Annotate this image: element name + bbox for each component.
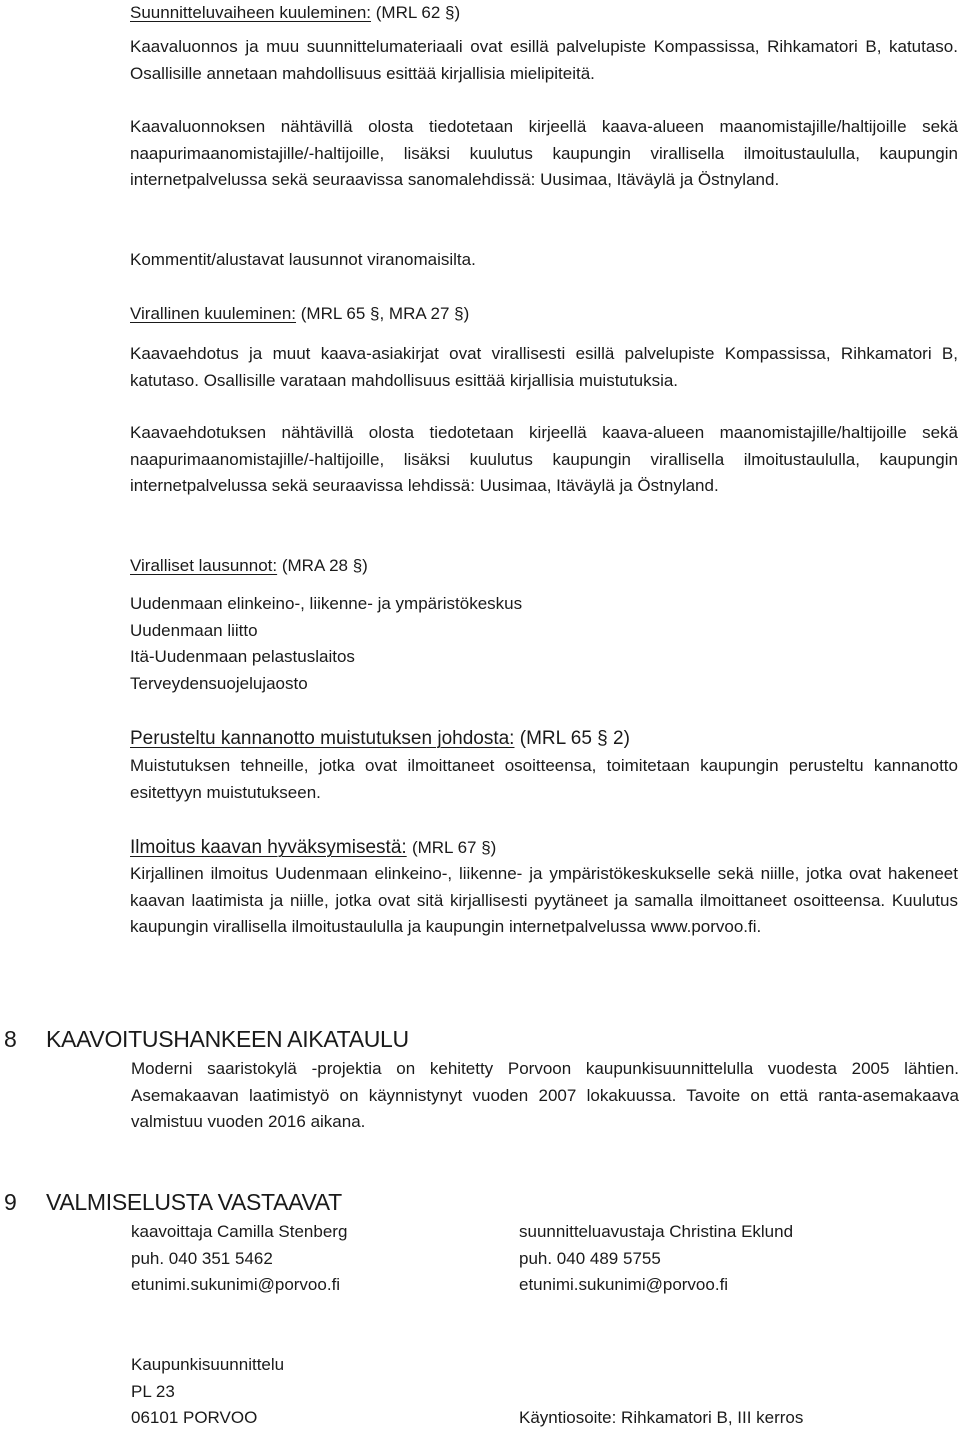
reasoned-position-para: Muistutuksen tehneille, jotka ovat ilmoittaneet osoitteensa, toimitetaan kaupungin perusteltu kannanotto esitettyyn muistutukseen. bbox=[130, 756, 958, 802]
official-statements-section bbox=[130, 553, 958, 580]
planning-stage-para3: Kommentit/alustavat lausunnot viranomaisilta. bbox=[130, 250, 476, 269]
approval-notice-heading: Ilmoitus kaavan hyväksymisestä: bbox=[130, 837, 407, 858]
address-postal: 06101 PORVOO bbox=[131, 1408, 258, 1427]
reasoned-position-heading-line bbox=[130, 725, 958, 753]
official-hearing-section bbox=[130, 301, 958, 328]
official-statements-ref: (MRA 28 §) bbox=[281, 556, 368, 575]
planning-stage-section bbox=[130, 0, 958, 27]
contact-1-phone: puh. 040 351 5462 bbox=[131, 1248, 273, 1268]
official-statements-list bbox=[130, 591, 958, 697]
planning-stage-ref: (MRL 62 §) bbox=[375, 3, 461, 22]
contact-1 bbox=[131, 1219, 347, 1299]
contact-1-email: etunimi.sukunimi@porvoo.fi bbox=[131, 1275, 341, 1294]
reasoned-position-heading: Perusteltu kannanotto muistutuksen johdosta: bbox=[130, 728, 515, 749]
address-org: Kaupunkisuunnittelu bbox=[131, 1355, 285, 1374]
section9-number: 9 bbox=[4, 1189, 17, 1215]
list-item: Uudenmaan elinkeino-, liikenne- ja ympäristökeskus bbox=[130, 594, 523, 613]
section8-para: Moderni saaristokylä -projektia on kehitetty Porvoon kaupunkisuunnittelulla vuodesta 2005 lähtien. Asemakaavan laatimistyö on käynnistynyt vuoden 2007 lokakuussa. Tavoite on että ranta-asemakaava valmistuu vuoden 2016 aikana. bbox=[131, 1059, 959, 1131]
approval-notice-heading-line bbox=[130, 834, 958, 862]
list-item: Terveydensuojelujaosto bbox=[130, 673, 308, 693]
official-hearing-para2: Kaavaehdotuksen nähtävillä olosta tiedotetaan kirjeellä kaava-alueen maanomistajille/haltijoille sekä naapurimaanomistajille/-haltijoille, lisäksi kuulutus kaupungin virallisella ilmoitustaululla, kaupungin internetpalvelussa sekä seuraavissa lehdissä: Uusimaa, Itäväylä ja Östnyland. bbox=[130, 423, 958, 495]
official-hearing-para1: Kaavaehdotus ja muut kaava-asiakirjat ovat virallisesti esillä palvelupiste Kompassissa, Rihkamatori B, katutaso. Osallisille varataan mahdollisuus esittää kirjallisia muistutuksia. bbox=[130, 344, 958, 390]
approval-notice-section bbox=[130, 834, 958, 862]
official-hearing-heading-line bbox=[130, 301, 958, 328]
reasoned-position-section bbox=[130, 725, 958, 753]
planning-stage-heading-line bbox=[130, 0, 958, 27]
official-hearing-ref: (MRL 65 §, MRA 27 §) bbox=[300, 304, 470, 323]
official-statements-heading: Viralliset lausunnot: bbox=[130, 556, 278, 575]
planning-stage-heading: Suunnitteluvaiheen kuuleminen: bbox=[130, 3, 372, 22]
reasoned-position-ref: (MRL 65 § 2) bbox=[519, 728, 630, 749]
list-item: Itä-Uudenmaan pelastuslaitos bbox=[130, 647, 355, 666]
visiting-address-text: Käyntiosoite: Rihkamatori B, III kerros bbox=[519, 1408, 804, 1427]
visiting-address bbox=[519, 1405, 803, 1432]
list-item: Uudenmaan liitto bbox=[130, 620, 258, 640]
address-po-box: PL 23 bbox=[131, 1381, 175, 1401]
contact-1-name: kaavoittaja Camilla Stenberg bbox=[131, 1222, 348, 1241]
official-hearing-heading: Virallinen kuuleminen: bbox=[130, 304, 297, 323]
contact-2 bbox=[519, 1219, 793, 1299]
planning-stage-para1: Kaavaluonnos ja muu suunnittelumateriaali ovat esillä palvelupiste Kompassissa, Rihkamatori B, katutaso. Osallisille annetaan mahdollisuus esittää kirjallisia mielipiteitä. bbox=[130, 37, 958, 83]
contact-2-name: suunnitteluavustaja Christina Eklund bbox=[519, 1222, 794, 1241]
approval-notice-para: Kirjallinen ilmoitus Uudenmaan elinkeino-, liikenne- ja ympäristökeskukselle sekä niille, jotka ovat hakeneet kaavan laatimista ja niille, jotka ovat sitä kirjallisesti pyytäneet ja samalla ilmoittaneet osoitteensa. Kuulutus kaupungin virallisella ilmoitustaululla ja kaupungin internetpalvelussa www.porvoo.fi. bbox=[130, 864, 958, 936]
address-block bbox=[131, 1352, 284, 1432]
section9-title: VALMISELUSTA VASTAAVAT bbox=[46, 1189, 342, 1215]
section8-number: 8 bbox=[4, 1026, 17, 1052]
approval-notice-ref: (MRL 67 §) bbox=[411, 838, 497, 857]
planning-stage-para2: Kaavaluonnoksen nähtävillä olosta tiedotetaan kirjeellä kaava-alueen maanomistajille/haltijoille sekä naapurimaanomistajille/-haltijoille, lisäksi kuulutus kaupungin virallisella ilmoitustaululla, kaupungin internetpalvelussa sekä seuraavissa sanomalehdissä: Uusimaa, Itäväylä ja Östnyland. bbox=[130, 117, 958, 189]
section8-title: KAAVOITUSHANKEEN AIKATAULU bbox=[46, 1026, 409, 1052]
official-statements-heading-line bbox=[130, 553, 958, 580]
contact-2-email: etunimi.sukunimi@porvoo.fi bbox=[519, 1275, 729, 1294]
contact-2-phone: puh. 040 489 5755 bbox=[519, 1248, 661, 1268]
